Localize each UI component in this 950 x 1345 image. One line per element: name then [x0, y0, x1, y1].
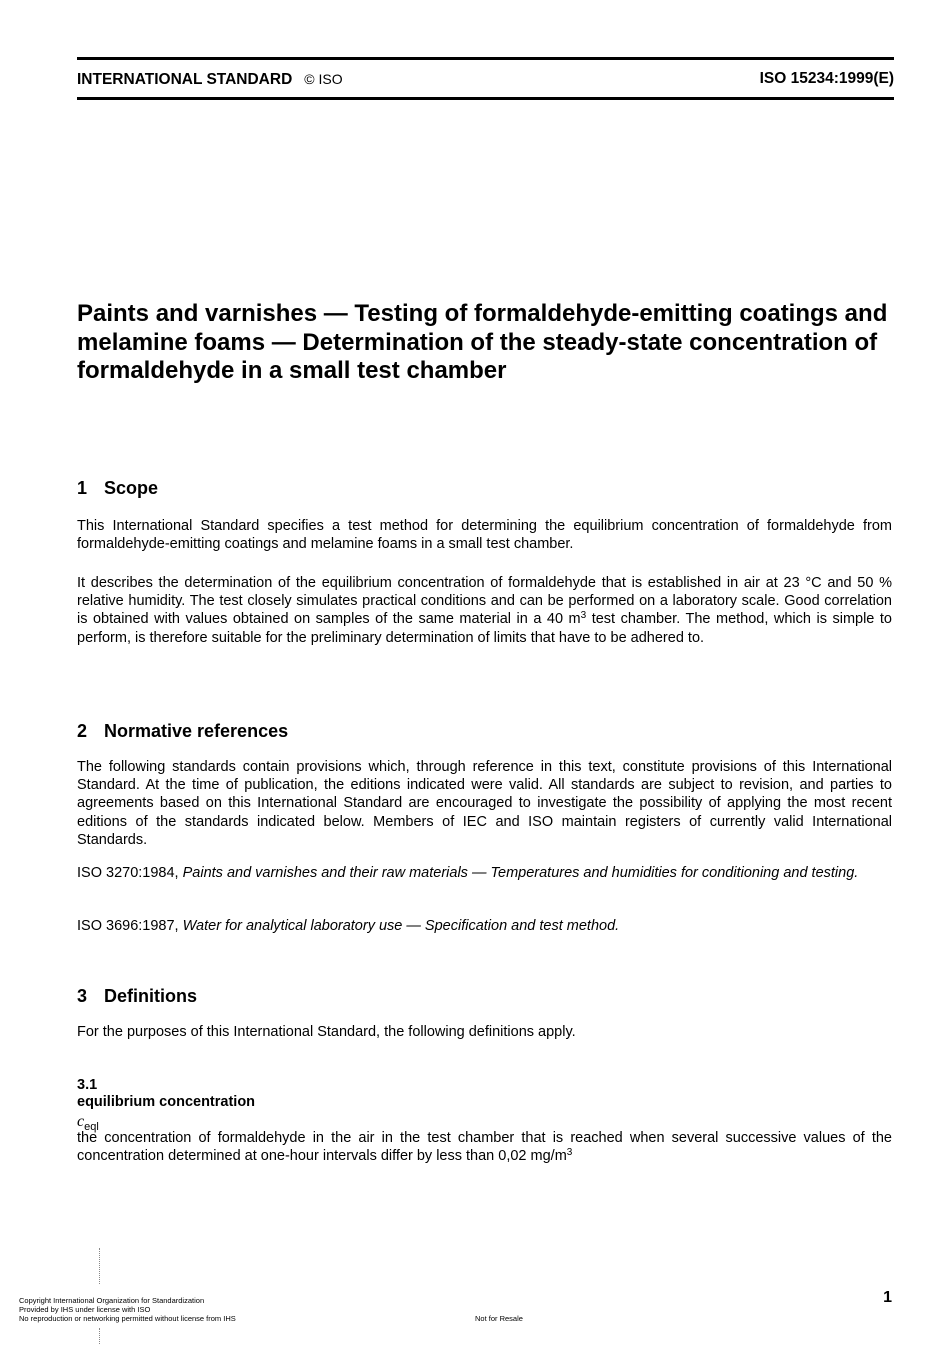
- header-standard-label: INTERNATIONAL STANDARD: [77, 71, 293, 88]
- footer-dotted-mark-top: [99, 1248, 101, 1284]
- footer-line: Copyright International Organization for Standardization: [19, 1296, 205, 1305]
- header-copyright: © ISO: [304, 71, 343, 87]
- header-document-id: ISO 15234:1999(E): [759, 70, 894, 87]
- section-number: 1: [77, 478, 88, 498]
- scope-paragraph-2: [77, 574, 892, 647]
- header-bottom-rule: [77, 97, 894, 100]
- section-heading-normative-references: [77, 721, 288, 741]
- section-number: 2: [77, 721, 88, 741]
- definitions-intro: For the purposes of this International Standard, the following definitions apply.: [77, 1024, 576, 1040]
- definition-text: [77, 1129, 892, 1165]
- section-heading-scope: [77, 478, 158, 498]
- scope-paragraph-1: This International Standard specifies a test method for determining the equilibrium concentration of formaldehyde from formaldehyde-emitting coatings and melamine foams in a small test chamber.: [77, 518, 892, 553]
- footer-copyright-notice: [19, 1296, 236, 1323]
- reference-id: ISO 3696:1987,: [77, 918, 183, 934]
- reference-id: ISO 3270:1984,: [77, 865, 183, 881]
- document-title: Paints and varnishes — Testing of formaldehyde-emitting coatings and melamine foams — Determination of the steady-state concentration of formaldehyde in a small test chamber: [77, 300, 888, 384]
- footer-not-for-resale: Not for Resale: [475, 1314, 523, 1323]
- header-top-rule: [77, 57, 894, 60]
- reference-title: Water for analytical laboratory use — Specification and test method.: [182, 918, 620, 934]
- section-title: Scope: [104, 478, 159, 498]
- definition-body: the concentration of formaldehyde in the air in the test chamber that is reached when several successive values of the concentration determined at one-hour intervals differ by less than 0,02 mg/m: [77, 1130, 892, 1165]
- header-left: [77, 70, 343, 89]
- reference-iso-3270: [77, 864, 892, 882]
- section-title: Normative references: [104, 721, 289, 741]
- footer-dotted-mark-bottom: [99, 1328, 101, 1344]
- normative-paragraph: The following standards contain provisions which, through reference in this text, constitute provisions of this International Standard. At the time of publication, the editions indicated were valid. All standards are subject to revision, and parties to agreements based on this International Standard are encouraged to investigate the possibility of applying the most recent editions of the standards indicated below. Members of IEC and ISO maintain registers of currently valid International Standards.: [77, 759, 892, 848]
- symbol-subscript: eql: [84, 1121, 99, 1133]
- scope-p2-text-end: test chamber. The method, which is simple to perform, is therefore suitable for the preliminary determination of limits that have to be adhered to.: [77, 611, 892, 646]
- definition-term: equilibrium concentration: [77, 1094, 256, 1110]
- superscript: 3: [580, 610, 587, 622]
- footer-line: Provided by IHS under license with ISO: [19, 1305, 151, 1314]
- footer-line: No reproduction or networking permitted without license from IHS: [19, 1314, 236, 1323]
- section-number: 3: [77, 986, 88, 1006]
- superscript: 3: [566, 1147, 573, 1159]
- section-title: Definitions: [104, 986, 197, 1006]
- reference-title: Paints and varnishes and their raw materials — Temperatures and humidities for conditioning and testing.: [182, 865, 859, 881]
- reference-iso-3696: [77, 917, 892, 935]
- page-number: 1: [883, 1289, 892, 1306]
- symbol-letter: c: [77, 1113, 85, 1130]
- definition-number: 3.1: [77, 1077, 98, 1093]
- scope-p2-text: It describes the determination of the equilibrium concentration of formaldehyde that is established in air at 23 °C and 50 % relative humidity. The test closely simulates practical conditions and can be performed on a laboratory scale. Good correlation is obtained with values obtained on samples of the same material in a 40 m: [77, 575, 892, 628]
- section-heading-definitions: [77, 986, 197, 1006]
